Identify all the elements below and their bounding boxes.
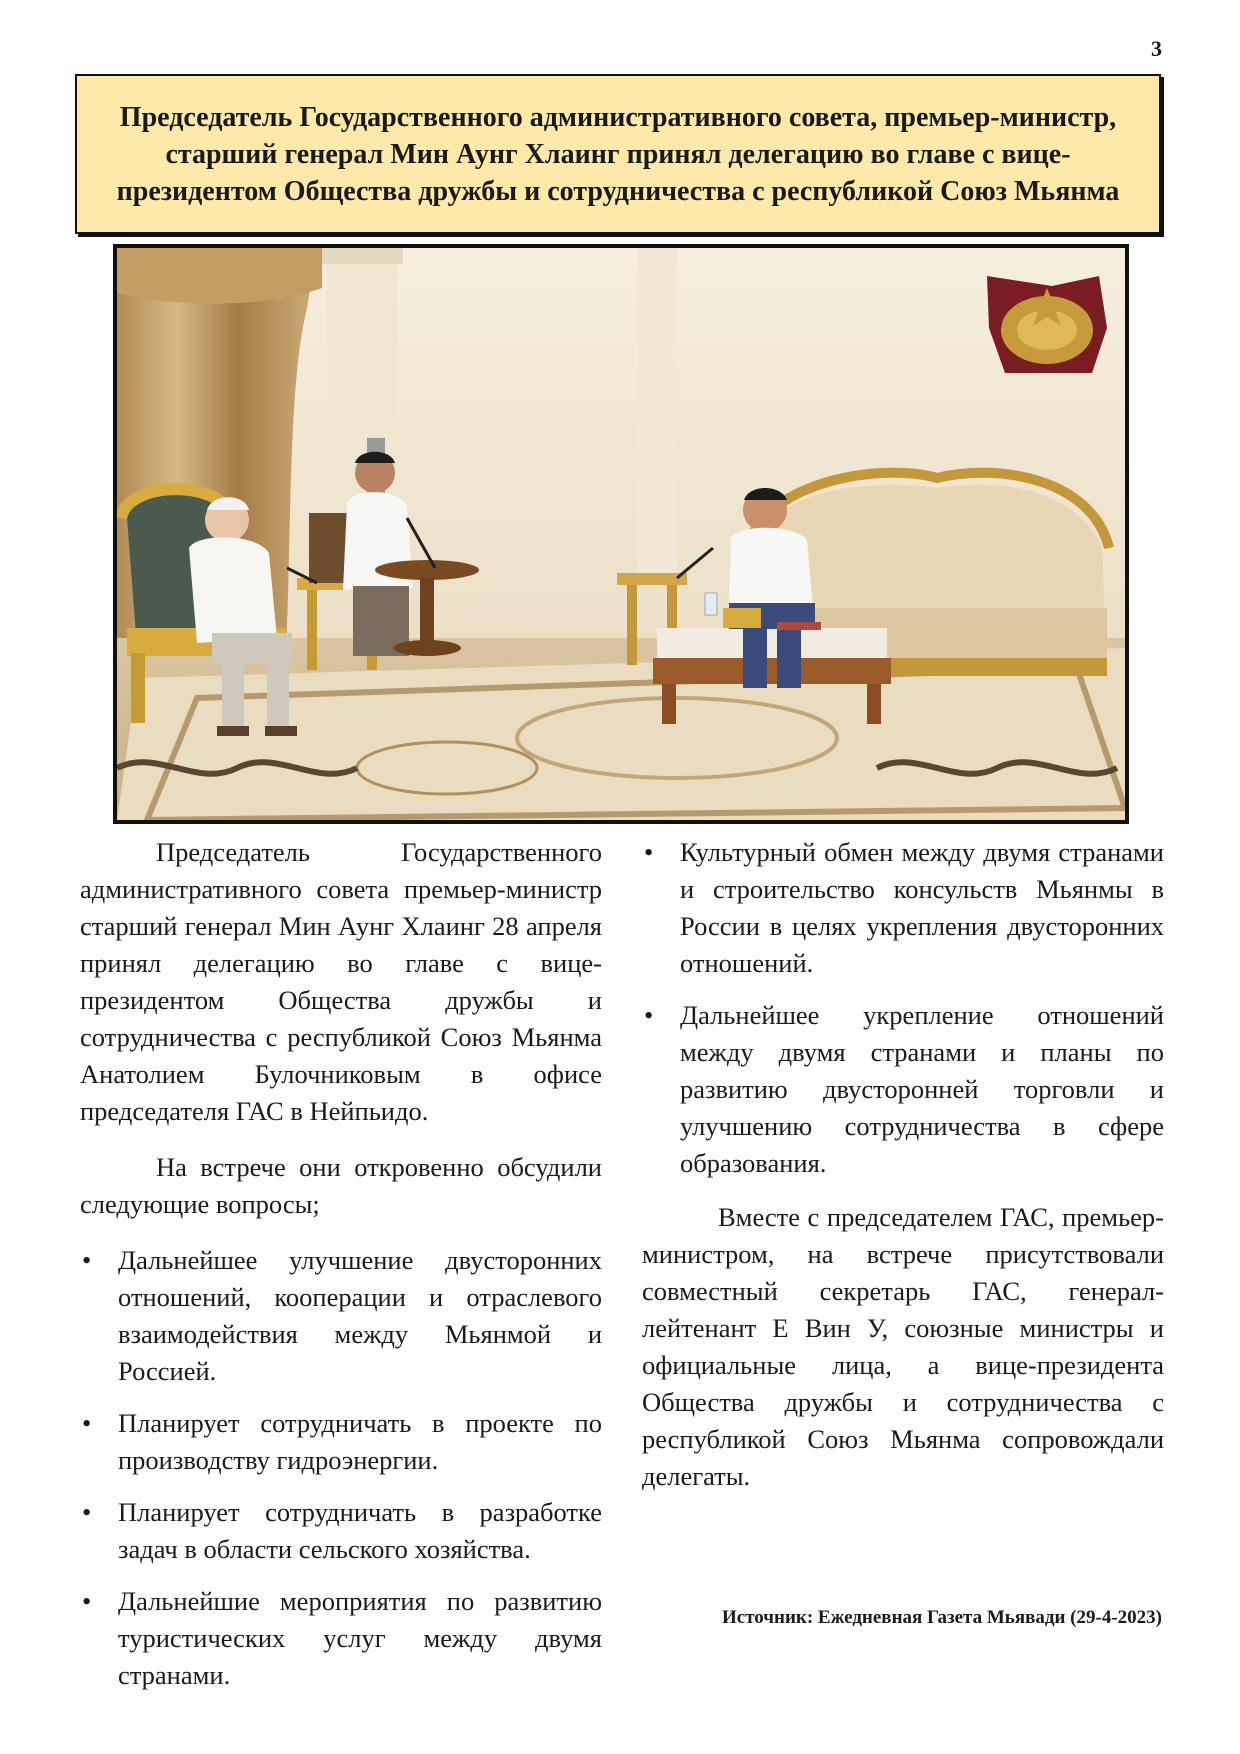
closing-paragraph: Вместе с председателем ГАС, премьер-министром, на встрече присутствовали совместный секретарь ГАС, генерал-лейтенант Е Вин У, союзные министры и официальные лица, а вице-президента Общества дружбы и сотрудничества с республикой Союз Мьянма сопровождали делегаты.	[642, 1202, 1164, 1491]
list-item	[80, 1494, 602, 1568]
bullet-dot-icon: •	[644, 837, 654, 867]
bullet-dot-icon: •	[644, 1000, 654, 1030]
source-credit: Источник: Ежедневная Газета Мьявади (29-4-2023)	[722, 1607, 1162, 1628]
bullet-dot-icon: •	[82, 1586, 92, 1616]
page-number: 3	[1151, 36, 1162, 61]
meeting-photo	[113, 244, 1129, 824]
left-column	[80, 834, 602, 1711]
list-item	[80, 1405, 602, 1479]
headline-box	[75, 74, 1161, 234]
list-item	[80, 1583, 602, 1694]
discussion-bullets-left	[80, 1242, 602, 1694]
discussion-intro: На встрече они откровенно обсудили следующие вопросы;	[80, 1152, 602, 1219]
headline: Председатель Государственного административного совета, премьер-министр, старший генерал Мин Аунг Хлаинг принял делегацию во главе с вице-президентом Общества дружбы и сотрудничества с республикой Союз Мьянма	[116, 101, 1120, 207]
right-column	[642, 834, 1164, 1514]
intro-paragraph: Председатель Государственного административного совета премьер-министр старший генерал Мин Аунг Хлаинг 28 апреля принял делегацию во главе с вице-президентом Общества дружбы и сотрудничества с республикой Союз Мьянма Анатолием Булочниковым в офисе председателя ГАС в Нейпьидо.	[80, 837, 602, 1126]
list-item	[642, 997, 1164, 1182]
list-item	[80, 1242, 602, 1390]
bullet-text: Планирует сотрудничать в разработке задач в области сельского хозяйства.	[118, 1497, 602, 1564]
list-item	[642, 834, 1164, 982]
bullet-dot-icon: •	[82, 1408, 92, 1438]
discussion-bullets-right	[642, 834, 1164, 1182]
bullet-dot-icon: •	[82, 1497, 92, 1527]
bullet-text: Дальнейшее укрепление отношений между двумя странами и планы по развитию двусторонней торговли и улучшению сотрудничества в сфере образования.	[680, 1000, 1164, 1178]
bullet-text: Планирует сотрудничать в проекте по производству гидроэнергии.	[118, 1408, 602, 1475]
bullet-text: Культурный обмен между двумя странами и строительство консульств Мьянмы в России в целях укрепления двусторонних отношений.	[680, 837, 1164, 978]
bullet-text: Дальнейшее улучшение двусторонних отношений, кооперации и отраслевого взаимодействия между Мьянмой и Россией.	[118, 1245, 602, 1386]
bullet-text: Дальнейшие мероприятия по развитию туристических услуг между двумя странами.	[118, 1586, 602, 1690]
bullet-dot-icon: •	[82, 1245, 92, 1275]
